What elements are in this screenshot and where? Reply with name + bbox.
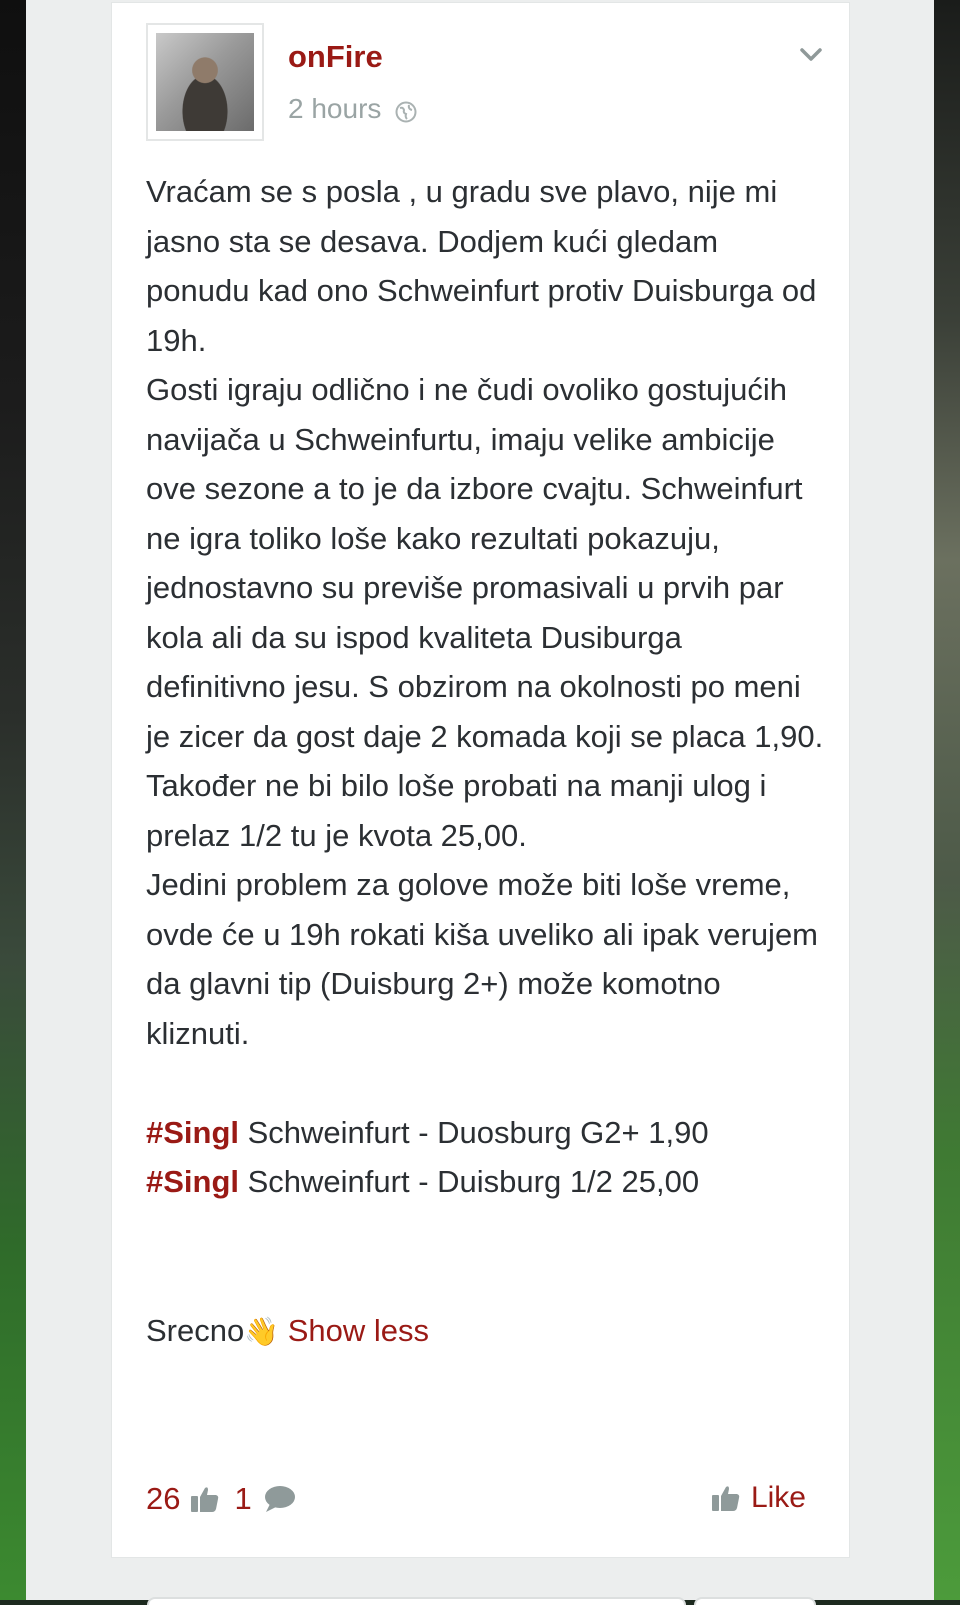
hashtag-link[interactable]: #Singl [146, 1114, 240, 1150]
background-left-edge [0, 0, 26, 1600]
post-body [146, 167, 826, 1356]
post-meta [288, 93, 417, 125]
tip-text: Schweinfurt - Duosburg G2+ 1,90 [239, 1114, 709, 1150]
post-stats [146, 1481, 806, 1517]
like-button[interactable] [711, 1481, 806, 1515]
background-right-edge [934, 0, 960, 1600]
comment-input-edge[interactable] [147, 1597, 686, 1605]
tip-text: Schweinfurt - Duisburg 1/2 25,00 [239, 1164, 700, 1199]
post-footer [146, 1481, 806, 1517]
likes-count[interactable]: 26 [146, 1481, 181, 1516]
post-timestamp[interactable]: 2 hours [288, 93, 382, 124]
comment-icon [262, 1484, 296, 1514]
waving-hand-icon: 👋 [244, 1315, 280, 1347]
tip-line [146, 1157, 826, 1207]
comment-button-edge[interactable] [694, 1597, 816, 1605]
post-paragraph: Vraćam se s posla , u gradu sve plavo, nije mi jasno sta se desava. Dodjem kući gledam ponudu kad ono Schweinfurt protiv Duisburga od 19h. [146, 174, 817, 358]
post-paragraph: Jedini problem za golove može biti loše vreme, ovde će u 19h rokati kiša uveliko ali ipak verujem da glavni tip (Duisburg 2+) može komotno kliznuti. [146, 867, 819, 1051]
post-card [111, 2, 850, 1558]
thumbs-up-icon [711, 1483, 741, 1513]
show-less-link[interactable]: Show less [287, 1312, 430, 1348]
hashtag-link[interactable]: #Singl [146, 1164, 240, 1199]
comments-count[interactable]: 1 [234, 1481, 252, 1516]
closing-line [146, 1306, 826, 1357]
post-paragraph: Gosti igraju odlično i ne čudi ovoliko gostujućih navijača u Schweinfurtu, imaju velike ambicije ove sezone a to je da izbore cvajtu. Schweinfurt ne igra toliko loše kako rezultati pokazuju, jednostavno su previše promasivali u prvih par kola ali da su ispod kvaliteta Dusiburga definitivno jesu. S obzirom na okolnosti po meni je zicer da gost daje 2 komada koji se placa 1,90. Također ne bi bilo loše probati na manji ulog i prelaz 1/2 tu je kvota 25,00. [146, 372, 824, 853]
avatar-image [156, 33, 254, 131]
thumbs-up-icon [190, 1484, 220, 1514]
avatar[interactable] [146, 23, 264, 141]
chevron-down-icon[interactable] [797, 41, 825, 69]
tip-line [146, 1108, 826, 1158]
like-label: Like [750, 1481, 806, 1514]
post-author[interactable]: onFire [288, 39, 383, 74]
closing-text: Srecno [146, 1312, 245, 1348]
globe-icon [395, 98, 417, 120]
